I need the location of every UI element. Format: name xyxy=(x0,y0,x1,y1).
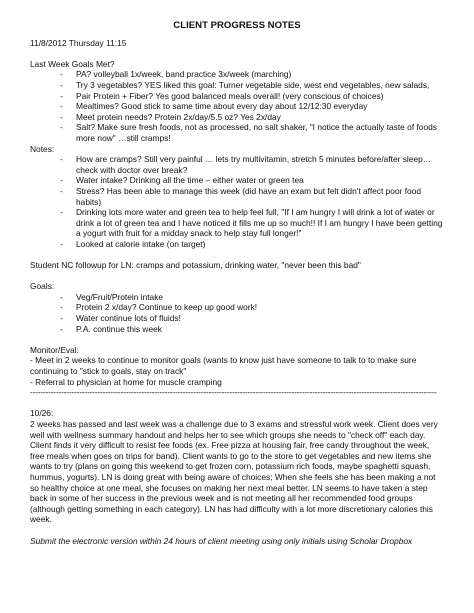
goals-heading: Goals: xyxy=(30,281,55,292)
separator-line: ------------------------------------------------------------------------------------------------------------------------------------------------------------- xyxy=(30,387,437,398)
monitor-line: - Meet in 2 weeks to continue to monitor goals (wants to know just have someone to talk to to make sure continuing to "stick to goals, stay on track" xyxy=(30,355,417,376)
spacer xyxy=(30,271,444,282)
entry-date: 10/26: xyxy=(30,408,54,419)
spacer xyxy=(30,48,444,59)
monitor-heading: Monitor/Eval: xyxy=(30,344,79,355)
spacer xyxy=(30,398,444,409)
list-item: - PA? volleyball 1x/week, band practice 3x/week (marching) xyxy=(60,69,444,80)
date-line: 11/8/2012 Thursday 11:15 xyxy=(30,37,127,48)
list-item: - Water intake? Drinking all the time – either water or green tea xyxy=(60,175,444,186)
notes-heading: Notes: xyxy=(30,143,55,154)
spacer xyxy=(30,249,444,260)
list-item: - Protein 2 x/day? Continue to keep up good work! xyxy=(60,302,444,313)
list-item: - Meet protein needs? Protein 2x/day/5.5 oz? Yes 2x/day xyxy=(60,112,444,123)
last-week-list xyxy=(30,69,444,143)
monitor-line: - Referral to physician at home for muscle cramping xyxy=(30,376,222,387)
notes-list xyxy=(30,154,444,249)
list-item: - Veg/Fruit/Protein intake xyxy=(60,292,444,303)
list-item: - Try 3 vegetables? YES liked this goal: Turner vegetable side, west end vegetables, new salads, xyxy=(60,80,444,91)
list-item: - P.A. continue this week xyxy=(60,324,444,335)
list-item: - Mealtimes? Good stick to same time about every day about 12/12:30 everyday xyxy=(60,101,444,112)
footer-note: Submit the electronic version within 24 hours of client meeting using only initials using Scholar Dropbox xyxy=(30,535,413,546)
list-item: - How are cramps? Still very painful … lets try multivitamin, stretch 5 minutes before/after sleep… check with doctor over break? xyxy=(60,154,444,175)
list-item: - Looked at calorie intake (on target) xyxy=(60,239,444,250)
spacer xyxy=(30,525,444,536)
last-week-heading: Last Week Goals Met? xyxy=(30,58,115,69)
list-item: - Pair Protein + Fiber? Yes good balanced meals overall! (very conscious of choices) xyxy=(60,91,444,102)
list-item: - Stress? Has been able to manage this week (did have an exam but felt didn't affect poor food habits) xyxy=(60,186,444,207)
entry-body: 2 weeks has passed and last week was a challenge due to 3 exams and stressful work week. Client does very well with wellness summary handout and helps her to see which groups she needs to "check off" each day. Client finds it very difficult to resist fee foods (ex. Free pizza at housing fair, free candy throughout the week, free meals when goes on trips for band). Client wants to go to the store to get vegetables and new items she wants to try (plans on going this weekend to get frozen corn, potassium rich foods, maybe spaghetti squash, hummus, yogurts). LN is doing great with being aware of choices; When she feels she has been making a not so healthy choice at one meal, she focuses on making her next meal better. LN seems to have taken a step back in some of her success in the previous week and is not meeting all her recommended food groups (although getting something in each category). LN has had difficulty with a lot more discretionary calories this week. xyxy=(30,418,438,525)
list-item: - Salt? Make sure fresh foods, not as processed, no salt shaker, "I notice the actually taste of foods more now" …still cramps! xyxy=(60,122,444,143)
goals-list xyxy=(30,292,444,334)
spacer xyxy=(30,334,444,345)
list-item: - Drinking lots more water and green tea to help feel full, "If I am hungry I will drink a lot of water or drink a lot of green tea and I have noticed it fills me up so much!! If I am hungry I have been getting a yogurt with fruit for a midday snack to help stay full longer!" xyxy=(60,207,444,239)
followup-line: Student NC followup for LN: cramps and potassium, drinking water, "never been this bad" xyxy=(30,260,361,271)
list-item: - Water continue lots of fluids! xyxy=(60,313,444,324)
page-title: CLIENT PROGRESS NOTES xyxy=(173,20,301,31)
